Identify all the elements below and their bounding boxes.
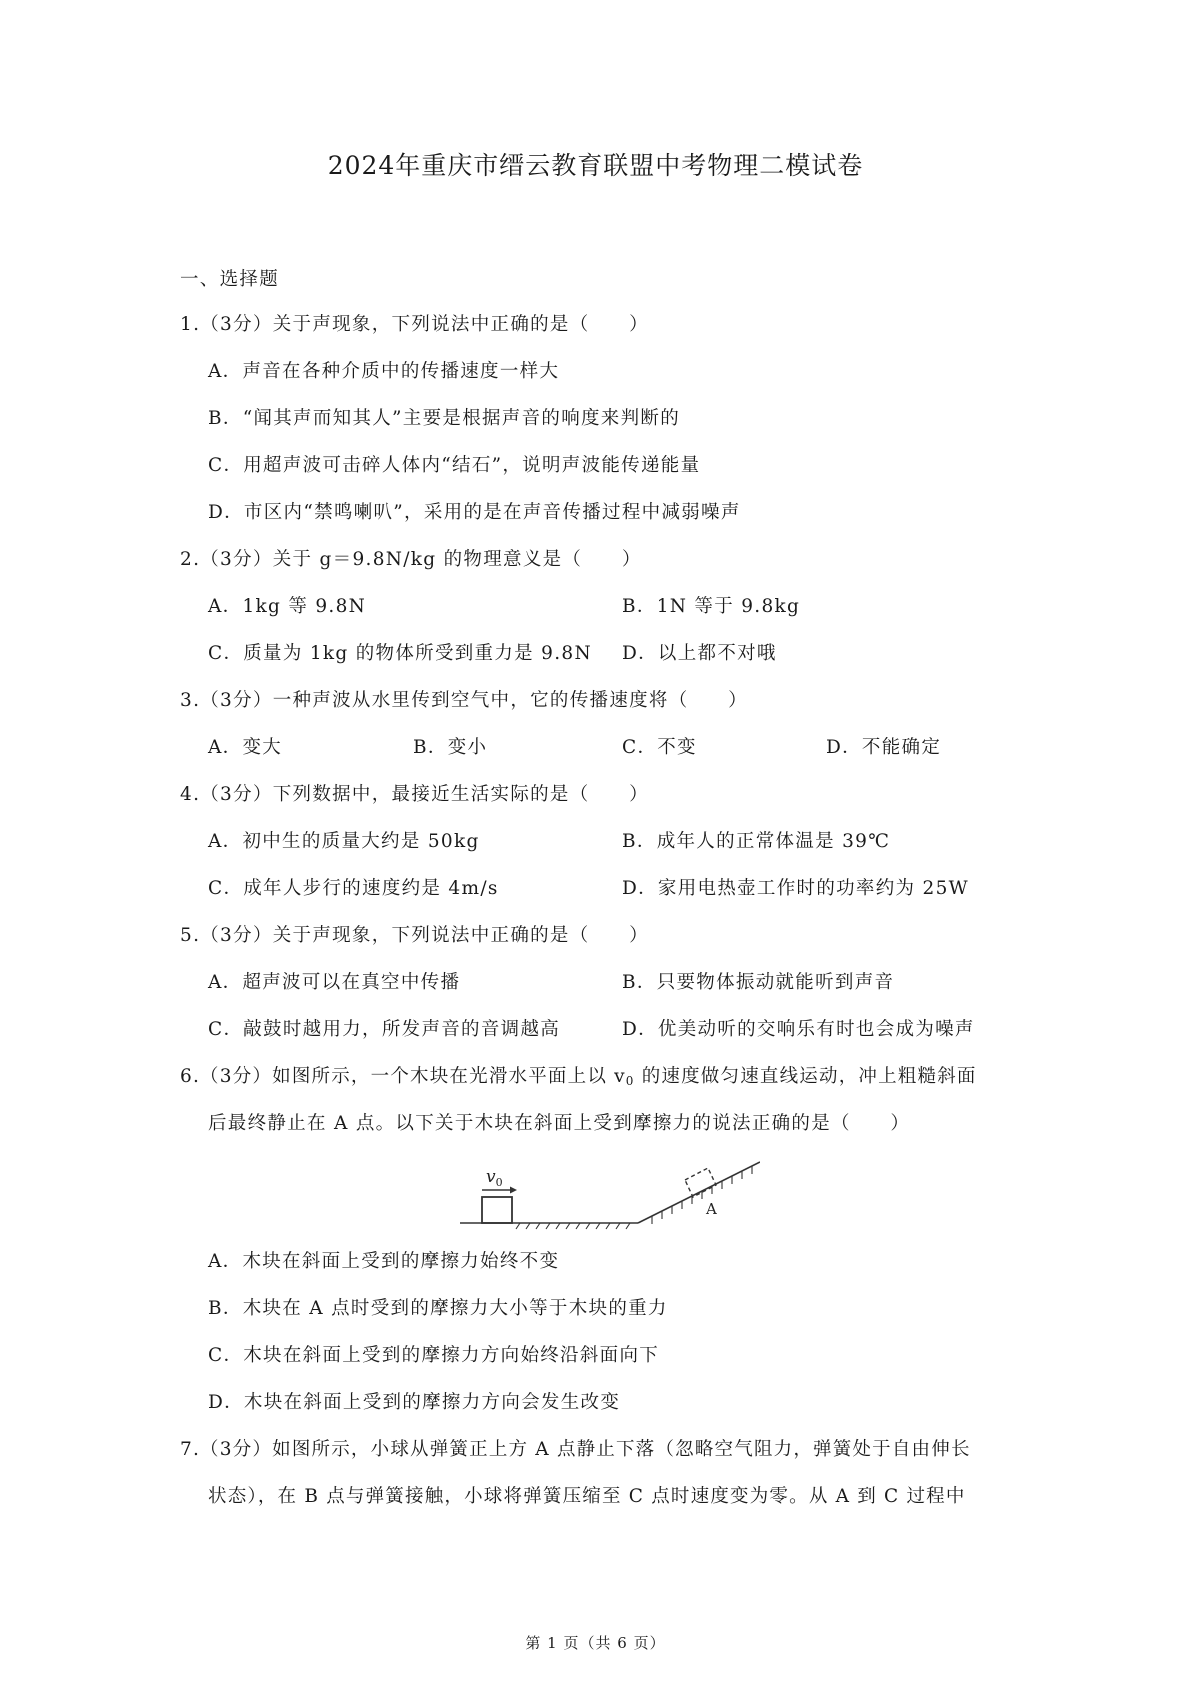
dashed-block-at-a — [685, 1168, 716, 1197]
question-5-option-b: B．只要物体振动就能听到声音 — [622, 972, 895, 993]
question-2-stem: 2.（3分）关于 g＝9.8N/kg 的物理意义是（ ） — [180, 549, 642, 570]
question-6-option-c: C．木块在斜面上受到的摩擦力方向始终沿斜面向下 — [208, 1345, 660, 1366]
question-6-option-b: B．木块在 A 点时受到的摩擦力大小等于木块的重力 — [208, 1298, 668, 1319]
velocity-arrowhead — [510, 1187, 517, 1194]
question-1-option-a: A．声音在各种介质中的传播速度一样大 — [208, 361, 560, 382]
ground-hatching — [516, 1223, 630, 1229]
question-5-stem: 5.（3分）关于声现象，下列说法中正确的是（ ） — [180, 925, 649, 946]
question-6-stem-post: 的速度做匀速直线运动，冲上粗糙斜面 — [634, 1066, 977, 1087]
question-7-stem: 7.（3分）如图所示，小球从弹簧正上方 A 点静止下落（忽略空气阻力，弹簧处于自由伸长 — [180, 1439, 971, 1460]
question-5-option-a: A．超声波可以在真空中传播 — [208, 972, 461, 993]
velocity-label: $v_0$ — [486, 1167, 503, 1189]
question-1-option-c: C．用超声波可击碎人体内“结石”，说明声波能传递能量 — [208, 455, 701, 476]
question-4-stem: 4.（3分）下列数据中，最接近生活实际的是（ ） — [180, 784, 649, 805]
question-2-option-c: C．质量为 1kg 的物体所受到重力是 9.8N — [208, 643, 592, 664]
question-3-option-c: C．不变 — [622, 737, 697, 758]
question-4-option-c: C．成年人步行的速度约是 4m/s — [208, 878, 499, 899]
question-6-option-d: D．木块在斜面上受到的摩擦力方向会发生改变 — [208, 1392, 621, 1413]
page-footer: 第 1 页（共 6 页） — [525, 1634, 666, 1652]
question-6-stem — [180, 1062, 977, 1088]
question-3-option-a: A．变大 — [208, 737, 283, 758]
question-4-option-a: A．初中生的质量大约是 50kg — [208, 831, 480, 852]
question-2-option-d: D．以上都不对哦 — [622, 643, 777, 664]
question-1-option-d: D．市区内“禁鸣喇叭”，采用的是在声音传播过程中减弱噪声 — [208, 502, 741, 523]
question-1-stem: 1.（3分）关于声现象，下列说法中正确的是（ ） — [180, 314, 649, 335]
question-6-stem-line-2: 后最终静止在 A 点。以下关于木块在斜面上受到摩擦力的说法正确的是（ ） — [208, 1113, 911, 1134]
incline-hatching — [652, 1166, 752, 1224]
question-4-option-d: D．家用电热壶工作时的功率约为 25W — [622, 878, 969, 899]
page-title: 2024年重庆市缙云教育联盟中考物理二模试卷 — [327, 151, 864, 180]
question-5-option-d: D．优美动听的交响乐有时也会成为噪声 — [622, 1019, 975, 1040]
question-1-option-b: B．“闻其声而知其人”主要是根据声音的响度来判断的 — [208, 408, 681, 429]
question-6-stem-pre: 6.（3分）如图所示，一个木块在光滑水平面上以 v — [180, 1066, 626, 1087]
point-a-label: A — [706, 1200, 717, 1218]
question-4-option-b: B．成年人的正常体温是 39℃ — [622, 831, 891, 852]
incline-figure — [460, 1152, 760, 1232]
question-7-stem-line-2: 状态），在 B 点与弹簧接触，小球将弹簧压缩至 C 点时速度变为零。从 A 到 C 过程中 — [208, 1486, 966, 1507]
wooden-block — [482, 1197, 512, 1223]
section-heading: 一、选择题 — [180, 269, 280, 290]
question-2-option-b: B．1N 等于 9.8kg — [622, 596, 801, 617]
question-5-option-c: C．敲鼓时越用力，所发声音的音调越高 — [208, 1019, 561, 1040]
question-2-option-a: A．1kg 等 9.8N — [208, 596, 367, 617]
question-3-option-b: B．变小 — [413, 737, 488, 758]
question-3-stem: 3.（3分）一种声波从水里传到空气中，它的传播速度将（ ） — [180, 690, 748, 711]
question-3-option-d: D．不能确定 — [826, 737, 942, 758]
question-6-v0-subscript: 0 — [625, 1074, 635, 1088]
question-6-option-a: A．木块在斜面上受到的摩擦力始终不变 — [208, 1251, 560, 1272]
